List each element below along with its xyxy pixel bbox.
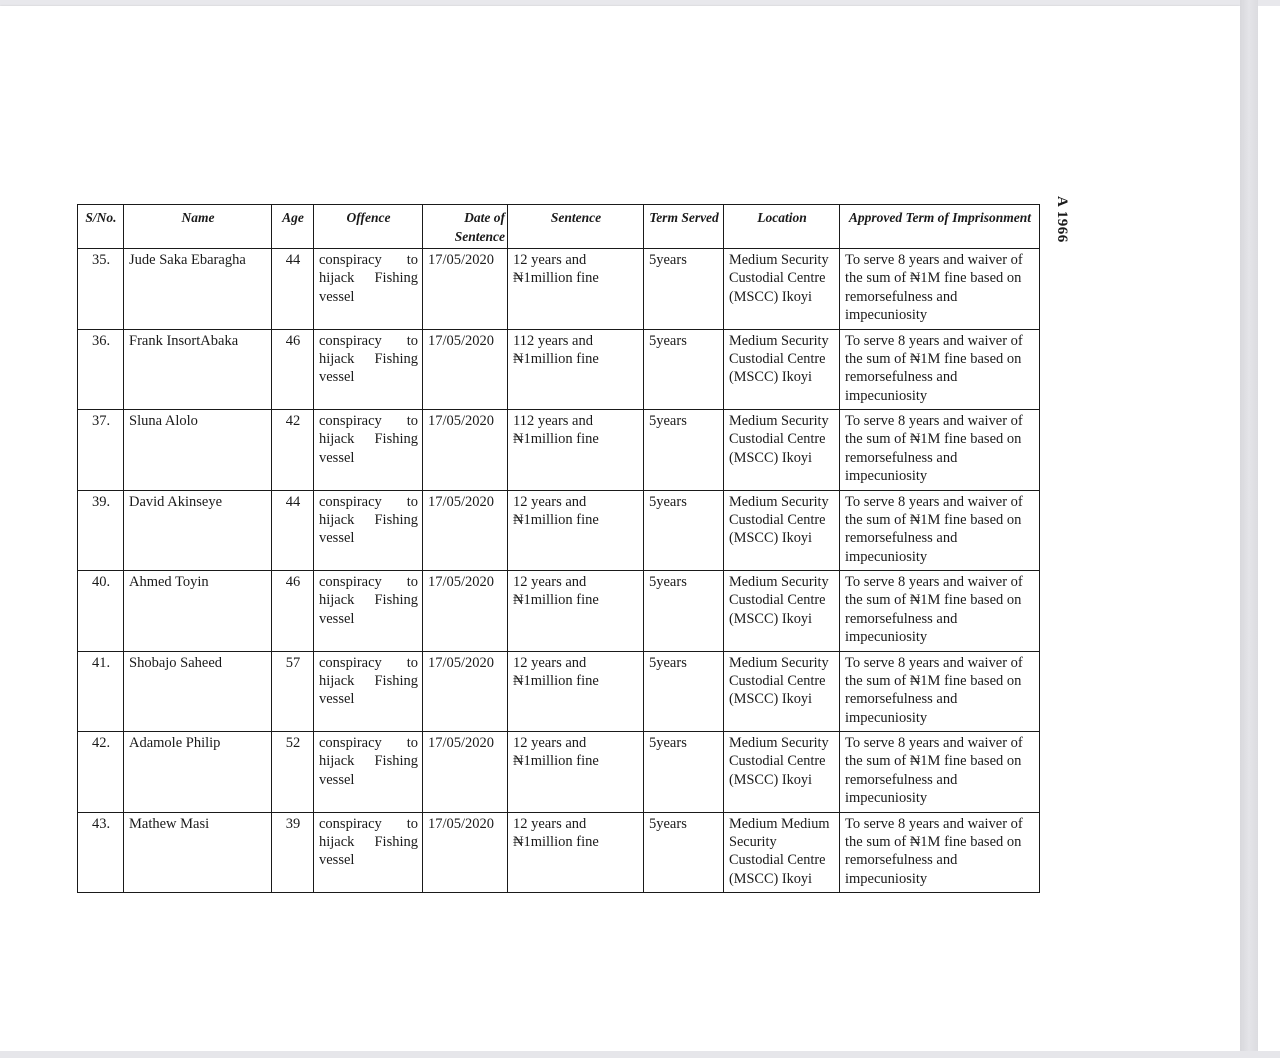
row-location: Medium Security Custodial Centre (MSCC) Ikoyi (724, 490, 840, 571)
header-approved: Approved Term of Imprisonment (840, 205, 1040, 249)
header-term-served: Term Served (644, 205, 724, 249)
row-date: 17/05/2020 (423, 410, 508, 491)
header-name: Name (124, 205, 272, 249)
row-name: Ahmed Toyin (124, 571, 272, 652)
row-sno: 35. (78, 249, 124, 330)
row-sentence: 12 years and ₦1million fine (508, 571, 644, 652)
row-term-served: 5years (644, 812, 724, 893)
row-date: 17/05/2020 (423, 571, 508, 652)
row-approved: To serve 8 years and waiver of the sum of ₦1M fine based on remorsefulness and impecuniosity (840, 812, 1040, 893)
table-row (78, 490, 1040, 571)
table-row (78, 732, 1040, 813)
row-name: Sluna Alolo (124, 410, 272, 491)
table-row (78, 410, 1040, 491)
table-row (78, 571, 1040, 652)
row-approved: To serve 8 years and waiver of the sum of ₦1M fine based on remorsefulness and impecuniosity (840, 571, 1040, 652)
row-sno: 39. (78, 490, 124, 571)
row-name: Adamole Philip (124, 732, 272, 813)
row-age: 57 (272, 651, 314, 732)
row-sentence: 112 years and ₦1million fine (508, 410, 644, 491)
row-sno: 43. (78, 812, 124, 893)
row-approved: To serve 8 years and waiver of the sum of ₦1M fine based on remorsefulness and impecuniosity (840, 732, 1040, 813)
row-name: Mathew Masi (124, 812, 272, 893)
header-location: Location (724, 205, 840, 249)
row-location: Medium Medium Security Custodial Centre (MSCC) Ikoyi (724, 812, 840, 893)
row-offence: conspiracy to hijack Fishing vessel (314, 571, 423, 652)
row-offence: conspiracy to hijack Fishing vessel (314, 812, 423, 893)
row-age: 39 (272, 812, 314, 893)
row-age: 52 (272, 732, 314, 813)
row-sno: 37. (78, 410, 124, 491)
row-name: David Akinseye (124, 490, 272, 571)
table-row (78, 812, 1040, 893)
table-header-row (78, 205, 1040, 249)
row-sentence: 12 years and ₦1million fine (508, 490, 644, 571)
row-name: Frank InsortAbaka (124, 329, 272, 410)
row-offence: conspiracy to hijack Fishing vessel (314, 732, 423, 813)
row-location: Medium Security Custodial Centre (MSCC) Ikoyi (724, 329, 840, 410)
row-name: Jude Saka Ebaragha (124, 249, 272, 330)
row-age: 46 (272, 329, 314, 410)
row-sno: 42. (78, 732, 124, 813)
row-date: 17/05/2020 (423, 329, 508, 410)
row-approved: To serve 8 years and waiver of the sum of ₦1M fine based on remorsefulness and impecuniosity (840, 329, 1040, 410)
row-term-served: 5years (644, 249, 724, 330)
page-gutter (1240, 0, 1258, 1058)
row-offence: conspiracy to hijack Fishing vessel (314, 490, 423, 571)
row-sno: 36. (78, 329, 124, 410)
row-age: 44 (272, 249, 314, 330)
row-location: Medium Security Custodial Centre (MSCC) Ikoyi (724, 410, 840, 491)
header-age: Age (272, 205, 314, 249)
row-sentence: 12 years and ₦1million fine (508, 249, 644, 330)
row-term-served: 5years (644, 490, 724, 571)
document-page (0, 6, 1240, 1051)
row-date: 17/05/2020 (423, 732, 508, 813)
viewer-bottom-edge (0, 1051, 1280, 1058)
row-sentence: 12 years and ₦1million fine (508, 812, 644, 893)
header-sno: S/No. (78, 205, 124, 249)
header-date: Date of Sentence (423, 205, 508, 249)
table-row (78, 249, 1040, 330)
row-approved: To serve 8 years and waiver of the sum of ₦1M fine based on remorsefulness and impecuniosity (840, 651, 1040, 732)
row-approved: To serve 8 years and waiver of the sum of ₦1M fine based on remorsefulness and impecuniosity (840, 490, 1040, 571)
row-location: Medium Security Custodial Centre (MSCC) Ikoyi (724, 651, 840, 732)
row-offence: conspiracy to hijack Fishing vessel (314, 329, 423, 410)
row-term-served: 5years (644, 651, 724, 732)
row-name: Shobajo Saheed (124, 651, 272, 732)
header-offence: Offence (314, 205, 423, 249)
row-sno: 41. (78, 651, 124, 732)
header-sentence: Sentence (508, 205, 644, 249)
table-row (78, 651, 1040, 732)
row-date: 17/05/2020 (423, 249, 508, 330)
row-date: 17/05/2020 (423, 651, 508, 732)
row-date: 17/05/2020 (423, 490, 508, 571)
next-page-edge (1258, 6, 1280, 1051)
row-age: 42 (272, 410, 314, 491)
row-sentence: 12 years and ₦1million fine (508, 651, 644, 732)
row-location: Medium Security Custodial Centre (MSCC) Ikoyi (724, 249, 840, 330)
row-sentence: 112 years and ₦1million fine (508, 329, 644, 410)
row-term-served: 5years (644, 571, 724, 652)
row-approved: To serve 8 years and waiver of the sum of ₦1M fine based on remorsefulness and impecuniosity (840, 249, 1040, 330)
row-location: Medium Security Custodial Centre (MSCC) Ikoyi (724, 571, 840, 652)
row-offence: conspiracy to hijack Fishing vessel (314, 410, 423, 491)
row-offence: conspiracy to hijack Fishing vessel (314, 249, 423, 330)
prisoner-table (77, 204, 1040, 893)
row-term-served: 5years (644, 329, 724, 410)
row-sentence: 12 years and ₦1million fine (508, 732, 644, 813)
row-date: 17/05/2020 (423, 812, 508, 893)
table-row (78, 329, 1040, 410)
row-offence: conspiracy to hijack Fishing vessel (314, 651, 423, 732)
row-term-served: 5years (644, 732, 724, 813)
page-number: A 1966 (1054, 196, 1070, 243)
row-age: 46 (272, 571, 314, 652)
row-term-served: 5years (644, 410, 724, 491)
row-approved: To serve 8 years and waiver of the sum of ₦1M fine based on remorsefulness and impecuniosity (840, 410, 1040, 491)
row-location: Medium Security Custodial Centre (MSCC) Ikoyi (724, 732, 840, 813)
row-age: 44 (272, 490, 314, 571)
row-sno: 40. (78, 571, 124, 652)
